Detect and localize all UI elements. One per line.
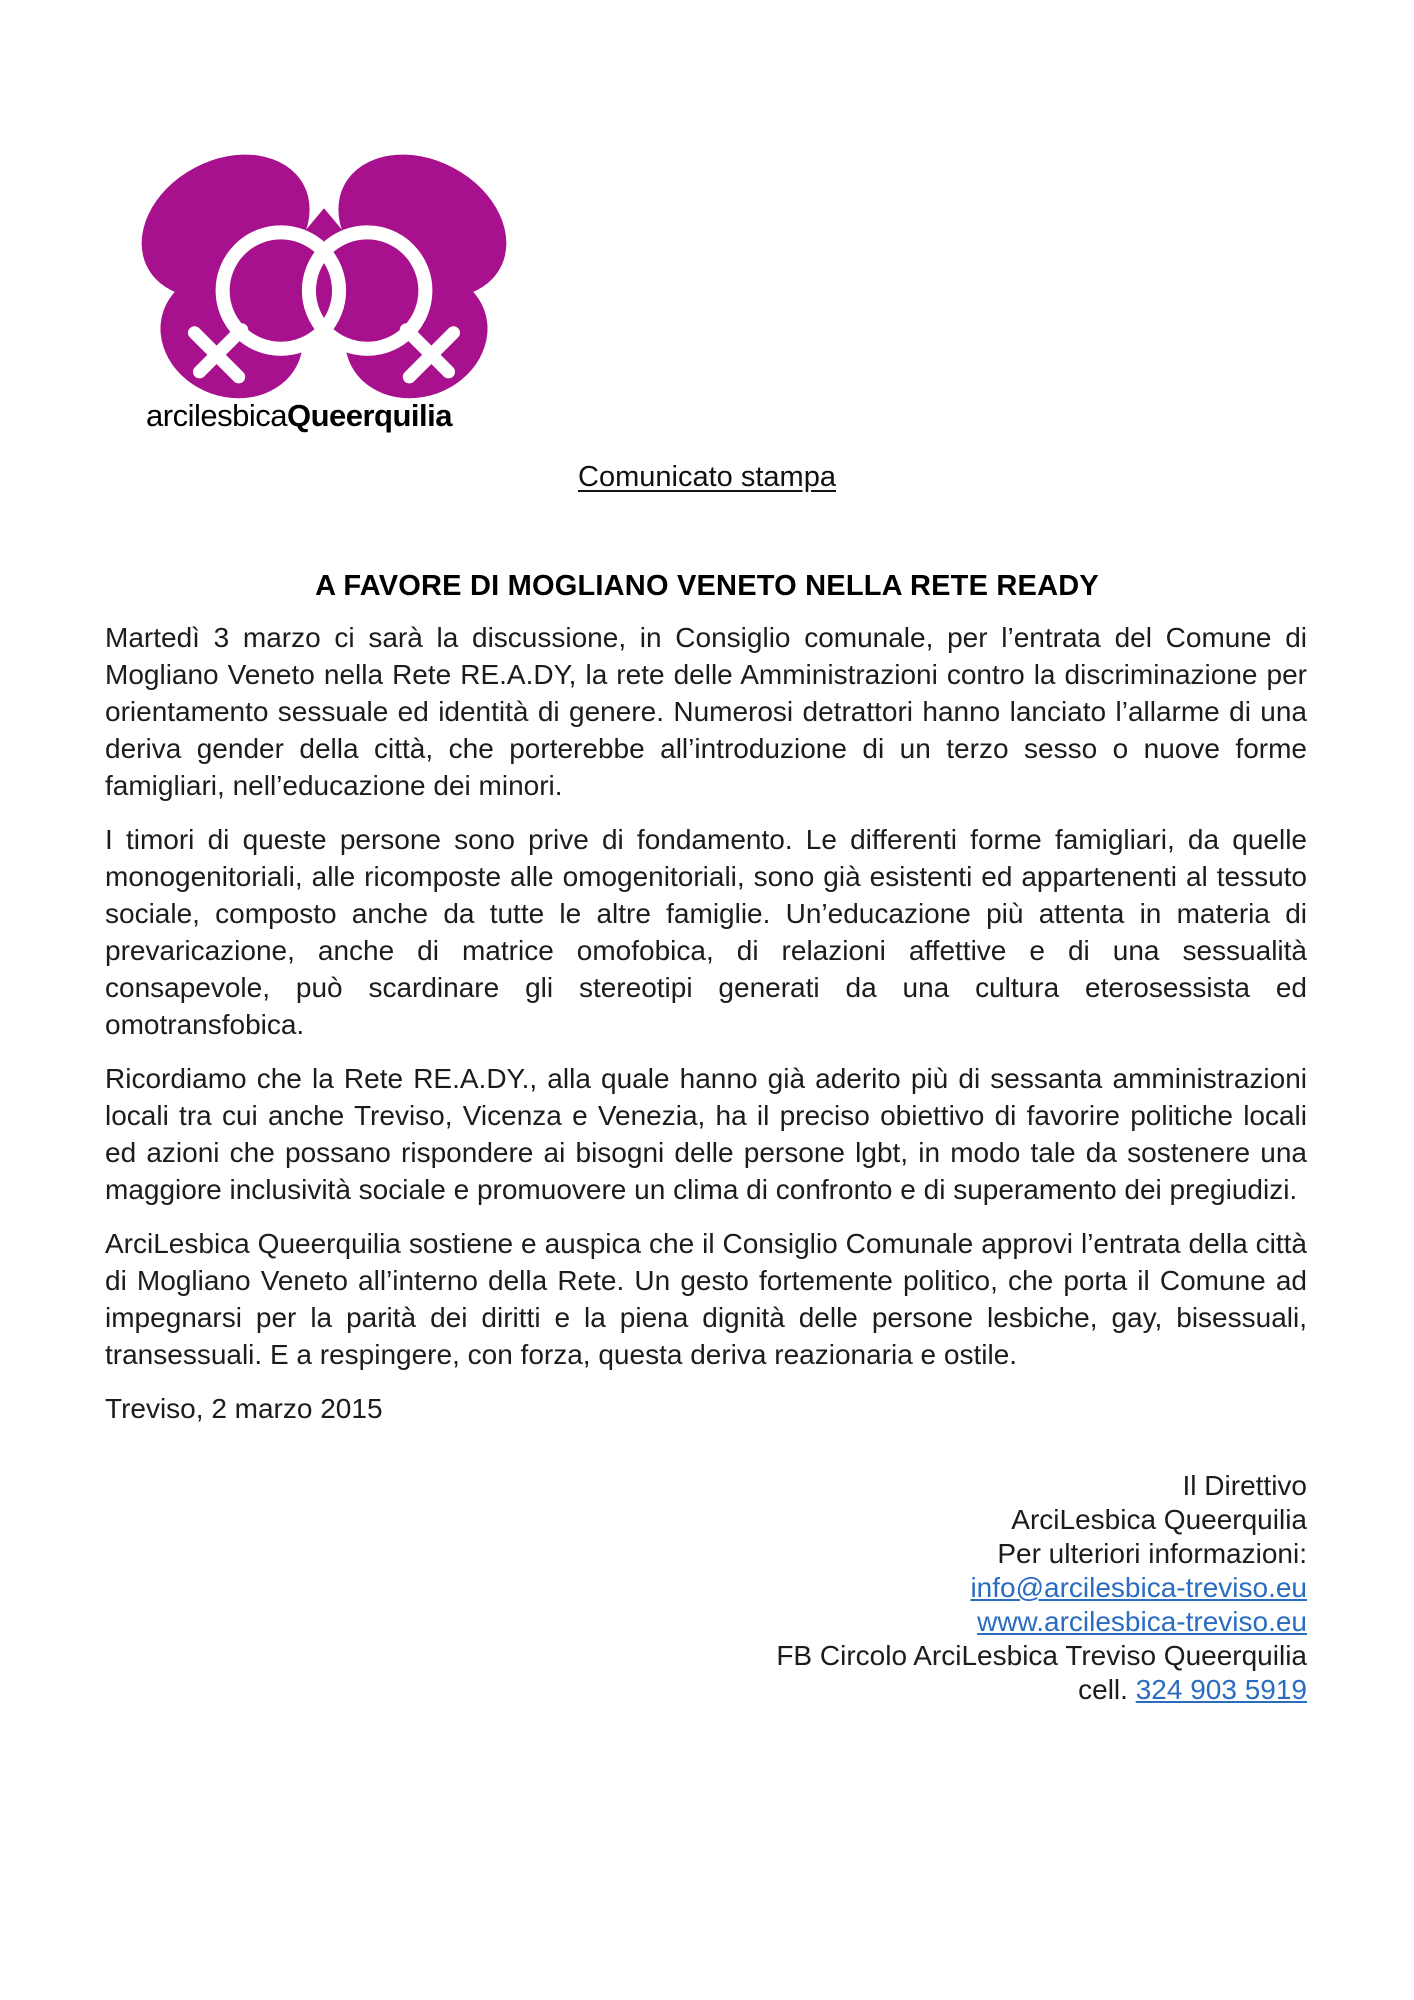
email-row <box>105 1571 1307 1605</box>
paragraph-2: I timori di queste persone sono prive di fondamento. Le differenti forme famigliari, da quelle monogenitoriali, alle ricomposte alle omogenitoriali, sono già esistenti ed appartenenti al tessuto sociale, composto anche da tutte le altre famiglie. Un’educazione più attenta in materia di prevaricazione, anche di matrice omofobica, di relazioni affettive e di una sessualità consapevole, può scardinare gli stereotipi generati da una cultura eterosessista ed omotransfobica. <box>105 824 1307 1040</box>
document-type-heading: Comunicato stampa <box>578 461 836 493</box>
brand-regular: arcilesbica <box>146 398 287 433</box>
brand-bold: Queerquilia <box>286 398 452 433</box>
brand-wordmark <box>146 398 452 434</box>
email-link[interactable]: info@arcilesbica-treviso.eu <box>970 1572 1307 1603</box>
facebook-line: FB Circolo ArciLesbica Treviso Queerquilia <box>776 1640 1307 1671</box>
website-link[interactable]: www.arcilesbica-treviso.eu <box>977 1606 1307 1637</box>
paragraph-3: Ricordiamo che la Rete RE.A.DY., alla quale hanno già aderito più di sessanta amministrazioni locali tra cui anche Treviso, Vicenza e Venezia, ha il preciso obiettivo di favorire politiche locali ed azioni che possano rispondere ai bisogni delle persone lgbt, in modo tale da sostenere una maggiore inclusività sociale e promuovere un clima di confronto e di superamento dei pregiudizi. <box>105 1063 1307 1205</box>
phone-link[interactable]: 324 903 5919 <box>1135 1674 1307 1705</box>
press-release-title: A FAVORE DI MOGLIANO VENETO NELLA RETE READY <box>315 570 1099 602</box>
press-release-body <box>105 619 1307 1707</box>
signature-line-info: Per ulteriori informazioni: <box>997 1538 1307 1569</box>
butterfly-logo-icon <box>128 138 520 404</box>
website-row <box>105 1605 1307 1639</box>
cell-label: cell. <box>1078 1674 1136 1705</box>
paragraph-1: Martedì 3 marzo ci sarà la discussione, in Consiglio comunale, per l’entrata del Comune di Mogliano Veneto nella Rete RE.A.DY, la rete delle Amministrazioni contro la discriminazione per orientamento sessuale ed identità di genere. Numerosi detrattori hanno lanciato l’allarme di una deriva gender della città, che porterebbe all’introduzione di un terzo sesso o nuove forme famigliari, nell’educazione dei minori. <box>105 622 1307 801</box>
signature-line-direttivo: Il Direttivo <box>1182 1470 1307 1501</box>
signature-line-org: ArciLesbica Queerquilia <box>1011 1504 1307 1535</box>
dateline: Treviso, 2 marzo 2015 <box>105 1393 383 1424</box>
organization-logo <box>128 138 526 404</box>
signature-block <box>105 1469 1307 1707</box>
cell-line <box>105 1673 1307 1707</box>
paragraph-4: ArciLesbica Queerquilia sostiene e auspica che il Consiglio Comunale approvi l’entrata della città di Mogliano Veneto all’interno della Rete. Un gesto fortemente politico, che porta il Comune ad impegnarsi per la parità dei diritti e la piena dignità delle persone lesbiche, gay, bisessuali, transessuali. E a respingere, con forza, questa deriva reazionaria e ostile. <box>105 1228 1307 1370</box>
